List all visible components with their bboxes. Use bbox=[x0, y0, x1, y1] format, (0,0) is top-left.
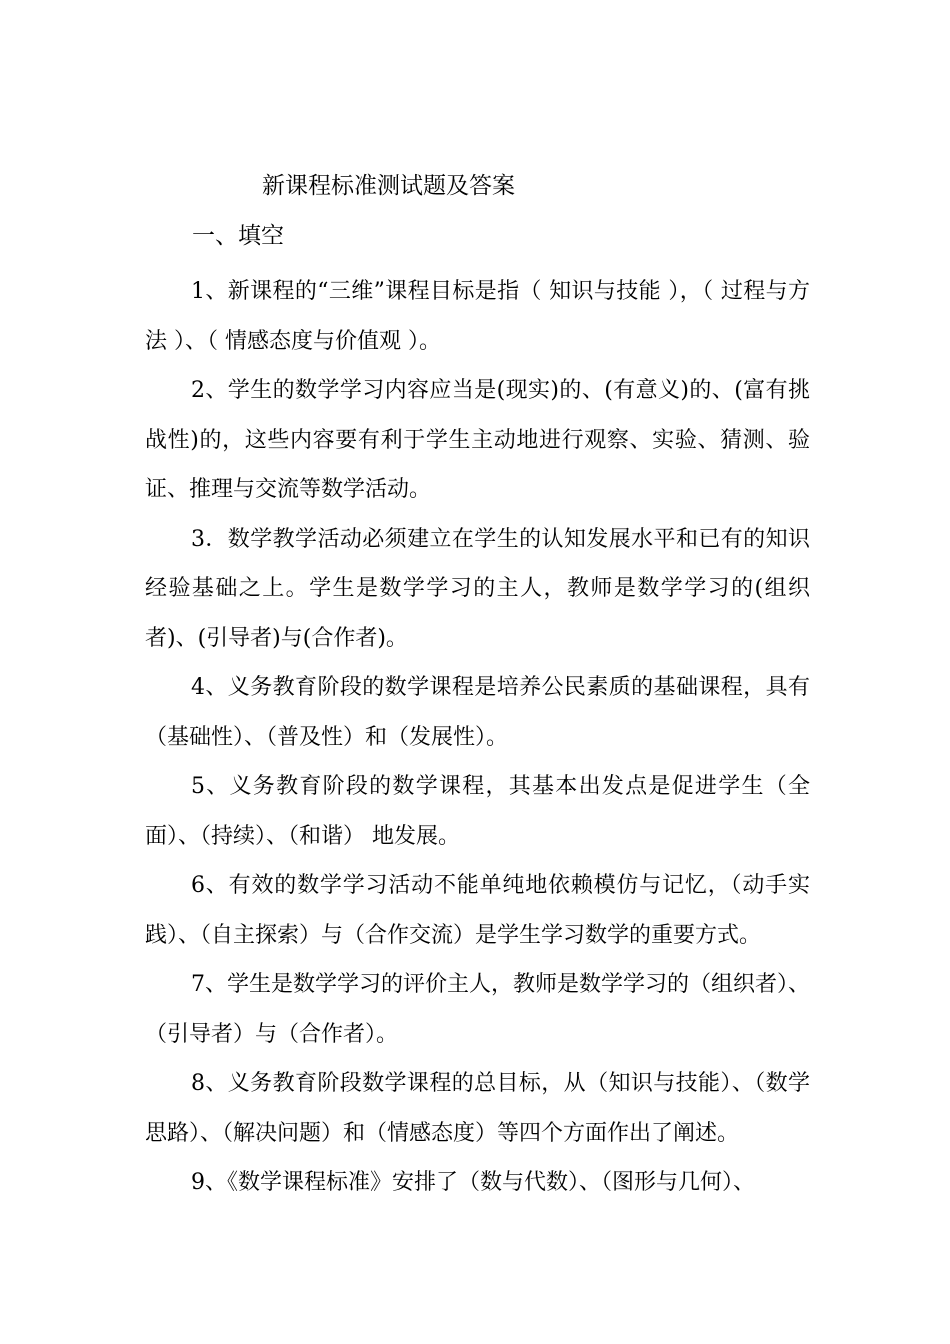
paragraph-7: 7、学生是数学学习的评价主人，教师是数学学习的（组织者）、（引导者）与（合作者）。 bbox=[145, 972, 810, 1047]
paragraph-9: 9、《数学课程标准》安排了（数与代数）、（图形与几何）、 bbox=[191, 1170, 755, 1195]
paragraph-2: 2、学生的数学学习内容应当是(现实)的、(有意义)的、(富有挑战性)的，这些内容要有利于学生主动地进行观察、实验、猜测、验证、推理与交流等数学活动。 bbox=[145, 378, 810, 502]
document-body bbox=[145, 267, 810, 1208]
paragraph-1: 1、新课程的“三维”课程目标是指（ 知识与技能 ），（ 过程与方法 ）、（ 情感态度与价值观 ）。 bbox=[145, 279, 810, 354]
section-heading: 一、填空 bbox=[192, 223, 284, 249]
paragraph-3: 3．数学教学活动必须建立在学生的认知发展水平和已有的知识经验基础之上。学生是数学学习的主人，教师是数学学习的(组织者)、(引导者)与(合作者)。 bbox=[145, 526, 810, 651]
paragraph-5: 5、义务教育阶段的数学课程，其基本出发点是促进学生（全面）、（持续）、（和谐） 地发展。 bbox=[145, 774, 810, 849]
paragraph-4: 4、义务教育阶段的数学课程是培养公民素质的基础课程，具有（基础性）、（普及性）和（发展性）。 bbox=[145, 675, 810, 750]
document-title: 新课程标准测试题及答案 bbox=[262, 173, 515, 199]
paragraph-8: 8、义务教育阶段数学课程的总目标，从（知识与技能）、（数学思路）、（解决问题）和（情感态度）等四个方面作出了阐述。 bbox=[145, 1071, 810, 1146]
paragraph-6: 6、有效的数学学习活动不能单纯地依赖模仿与记忆，（动手实践）、（自主探索）与（合作交流）是学生学习数学的重要方式。 bbox=[145, 873, 810, 948]
